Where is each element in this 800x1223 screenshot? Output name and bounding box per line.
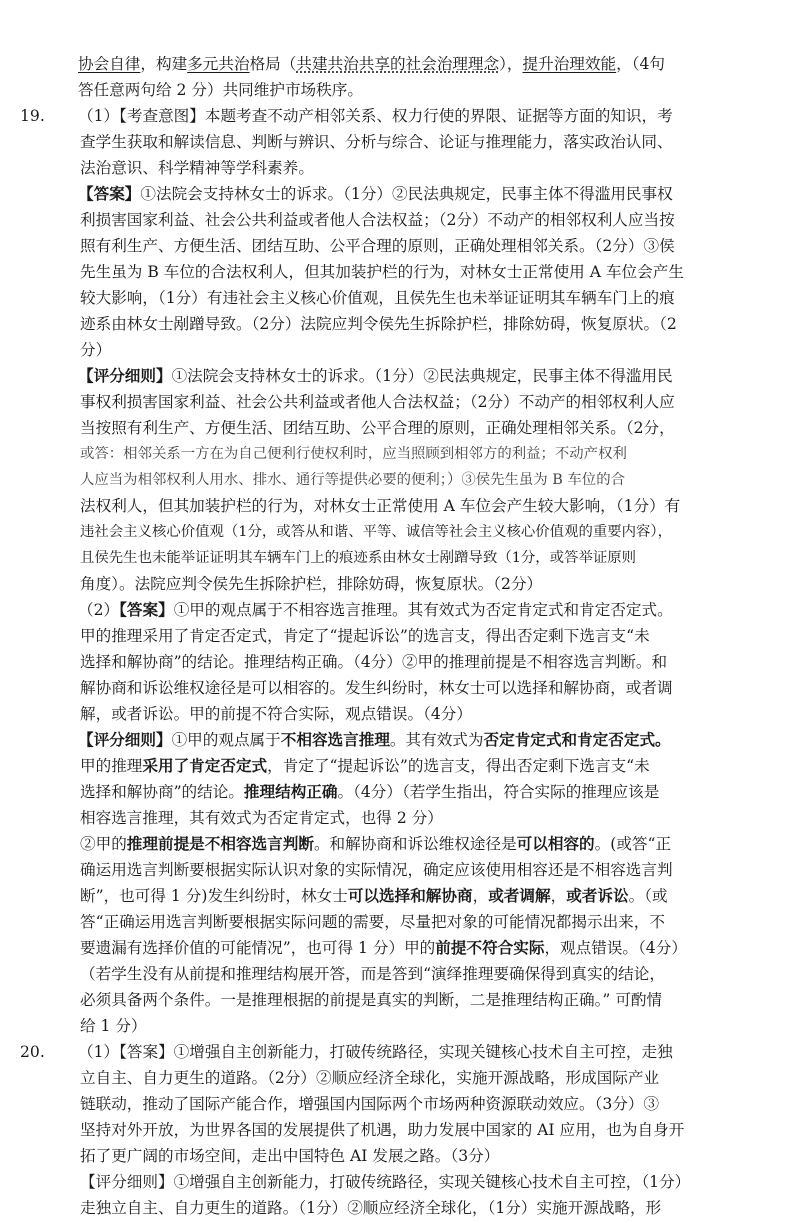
q19-rubric-line: 事权利损害国家利益、社会公共利益或者他人合法权益；（2分）不动产的相邻权利人应 <box>80 393 675 411</box>
question-19-number: 19. <box>20 107 45 125</box>
q19-rubric-line: 角度）。法院应判令侯先生拆除护栏，排除妨碍，恢复原状。（2分） <box>80 575 543 593</box>
top-line-1: 协会自律，构建多元共治格局（共建共治共享的社会治理理念），提升治理效能，（4句 <box>78 55 665 73</box>
answer-tag: 【答案】 <box>78 184 141 203</box>
q19-intent-line: （1）【考查意图】本题考查不动产相邻关系、权力行使的界限、证据等方面的知识，考 <box>78 107 673 125</box>
q19-intent-line: 法治意识、科学精神等学科素养。 <box>80 159 314 177</box>
q19-part2-rubric-line: 必须具备两个条件。一是推理根据的前提是真实的判断，二是推理结构正确。” 可酌情 <box>80 991 663 1009</box>
q19-rubric-line: 法权利人，但其加装护栏的行为，对林女士正常使用 A 车位会产生较大影响，（1分）有 <box>80 497 681 515</box>
q20-answer-line: 立自主、自力更生的道路。（2分）②顺应经济全球化，实施开源战略，形成国际产业 <box>80 1069 660 1087</box>
q19-part2-rubric-line: 确运用选言判断要根据实际认识对象的实际情况，确定应该使用相容还是不相容选言判 <box>80 861 673 879</box>
q20-answer-line: 链联动，推动了国际产能合作，增强国内国际两个市场两种资源联动效应。（3分）③ <box>80 1095 660 1113</box>
q19-rubric-line: 当按照有利生产、方便生活、团结互助、公平合理的原则，正确处理相邻关系。（2分， <box>80 419 675 437</box>
q19-part2-rubric-line: 答“正确运用选言判断要根据实际问题的需要，尽量把对象的可能情况都揭示出来，不 <box>80 913 665 931</box>
q19-part2-rubric-line: 给 1 分） <box>80 1017 147 1035</box>
q19-part2-answer-line: 解，或者诉讼。甲的前提不符合实际，观点错误。（4分） <box>80 705 472 723</box>
q19-part2-rubric-line: 选择和解协商”的结论。推理结构正确。（4分）（若学生指出，符合实际的推理应该是 <box>80 782 660 801</box>
q19-rubric-line: 或答：相邻关系一方在为自己便利行使权利时，应当照顾到相邻方的利益；不动产权利 <box>80 446 627 462</box>
q19-rubric-line: 【评分细则】①法院会支持林女士的诉求。（1分）②民法典规定，民事主体不得滥用民 <box>78 366 673 385</box>
q19-part2-rubric-line: 要遗漏有选择价值的可能情况”，也可得 1 分）甲的前提不符合实际，观点错误。（4分） <box>80 938 687 957</box>
rubric-tag: 【评分细则】 <box>78 366 172 385</box>
q19-part2-rubric-line: ②甲的推理前提是不相容选言判断。和解协商和诉讼维权途径是可以相容的。(或答“正 <box>80 834 672 853</box>
q20-answer-line: 坚持对外开放，为世界各国的发展提供了机遇，助力发展中国家的 AI 应用，也为自身开 <box>80 1121 685 1139</box>
q20-rubric-line: 走独立自主、自力更生的道路。（1分）②顺应经济全球化，（1分）实施开源战略，形 <box>80 1199 662 1217</box>
q19-answer-line: 利损害国家利益、社会公共利益或者他人合法权益；（2分）不动产的相邻权利人应当按 <box>80 211 675 229</box>
q20-answer-line: 拓了更广阔的市场空间，走出中国特色 AI 发展之路。（3分） <box>80 1147 500 1165</box>
q19-part2-rubric-line: 【评分细则】①甲的观点属于不相容选言推理。其有效式为否定肯定式和肯定否定式。 <box>78 730 671 749</box>
q19-answer-line: 分） <box>80 341 112 359</box>
q19-rubric-line: 人应当为相邻权利人用水、排水、通行等提供必要的便利；）③侯先生虽为 B 车位的合 <box>80 472 625 488</box>
q19-answer-line: 较大影响，（1分）有违社会主义核心价值观，且侯先生也未举证证明其车辆车门上的痕 <box>80 289 675 307</box>
q20-answer-line: （1）【答案】①增强自主创新能力，打破传统路径，实现关键核心技术自主可控，走独 <box>78 1043 673 1061</box>
q19-part2-answer-line: （2）【答案】①甲的观点属于不相容选言推理。其有效式为否定肯定式和肯定否定式。 <box>78 600 673 619</box>
q19-part2-answer-line: 解协商和诉讼维权途径是可以相容的。发生纠纷时，林女士可以选择和解协商，或者调 <box>80 679 673 697</box>
q20-rubric-line: 【评分细则】①增强自主创新能力，打破传统路径，实现关键核心技术自主可控，（1分） <box>80 1173 691 1191</box>
q19-part2-rubric-line: （若学生没有从前提和推理结构展开答，而是答到“演绎推理要确保得到真实的结论， <box>80 965 665 983</box>
q19-answer-line: 【答案】①法院会支持林女士的诉求。（1分）②民法典规定，民事主体不得滥用民事权 <box>78 184 673 203</box>
q19-part2-answer-line: 甲的推理采用了肯定否定式，肯定了“提起诉讼”的选言支，得出否定剩下选言支“未 <box>80 627 650 645</box>
q19-part2-answer-line: 选择和解协商”的结论。推理结构正确。（4分）②甲的推理前提是不相容选言判断。和 <box>80 653 668 671</box>
q19-part2-rubric-line: 甲的推理采用了肯定否定式，肯定了“提起诉讼”的选言支，得出否定剩下选言支“未 <box>80 756 650 775</box>
q19-answer-line: 照有利生产、方便生活、团结互助、公平合理的原则，正确处理相邻关系。（2分）③侯 <box>80 237 675 255</box>
q19-intent-line: 查学生获取和解读信息、判断与辨识、分析与综合、论证与推理能力，落实政治认同、 <box>80 133 673 151</box>
q19-rubric-line: 违社会主义核心价值观（1分，或答从和谐、平等、诚信等社会主义核心价值观的重要内容）， <box>80 524 672 540</box>
question-20-number: 20. <box>20 1043 45 1061</box>
q19-rubric-line: 且侯先生也未能举证证明其车辆车门上的痕迹系由林女士剐蹭导致（1分，或答举证原则 <box>80 550 637 566</box>
q19-answer-line: 迹系由林女士剐蹭导致。（2分）法院应判令侯先生拆除护栏，排除妨碍，恢复原状。（2 <box>80 315 677 333</box>
q19-part2-rubric-line: 相容选言推理，其有效式为否定肯定式，也得 2 分） <box>80 809 443 827</box>
top-line-2: 答任意两句给 2 分）共同维护市场秩序。 <box>78 81 363 99</box>
q19-part2-rubric-line: 断”，也可得 1 分)发生纠纷时，林女士可以选择和解协商，或者调解，或者诉讼。（或 <box>80 886 668 905</box>
q19-answer-line: 先生虽为 B 车位的合法权利人，但其加装护栏的行为，对林女士正常使用 A 车位会产生 <box>80 263 684 281</box>
